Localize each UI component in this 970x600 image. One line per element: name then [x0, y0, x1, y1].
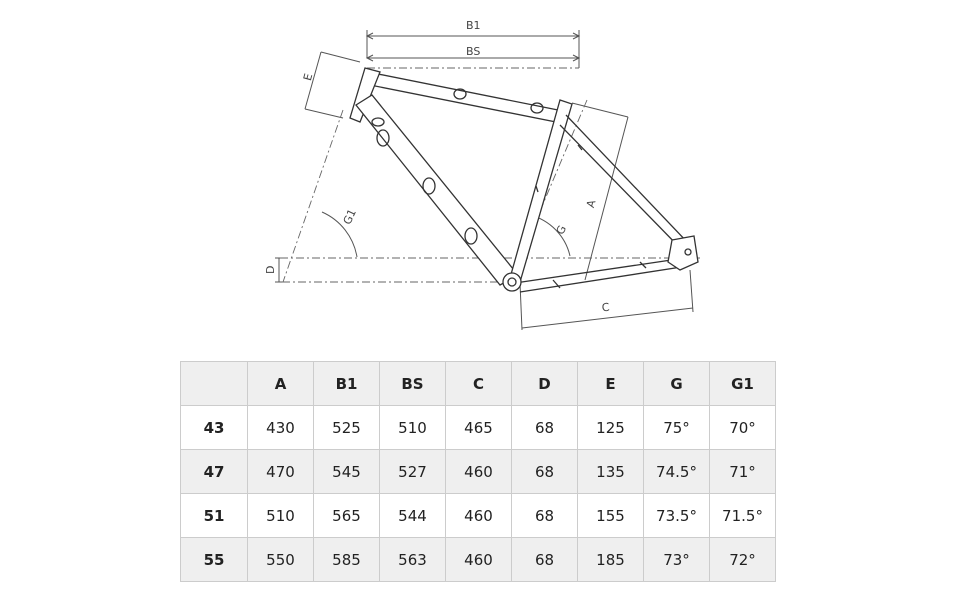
table-cell: 585 [314, 538, 380, 582]
table-cell: 185 [578, 538, 644, 582]
table-header-cell: A [248, 362, 314, 406]
table-cell: 525 [314, 406, 380, 450]
table-cell: 527 [380, 450, 446, 494]
table-cell: 460 [446, 538, 512, 582]
table-cell: 550 [248, 538, 314, 582]
dimension-e [305, 52, 360, 118]
table-cell: 565 [314, 494, 380, 538]
table-cell: 72° [710, 538, 776, 582]
table-cell: 74.5° [644, 450, 710, 494]
table-row [181, 450, 776, 494]
table-cell: 68 [512, 450, 578, 494]
table-cell: 510 [380, 406, 446, 450]
table-header-row [181, 362, 776, 406]
table-cell: 125 [578, 406, 644, 450]
table-header-cell: G [644, 362, 710, 406]
table-header-cell: E [578, 362, 644, 406]
table-header-cell [181, 362, 248, 406]
size-cell: 51 [181, 494, 248, 538]
table-cell: 68 [512, 406, 578, 450]
table-cell: 460 [446, 494, 512, 538]
size-cell: 55 [181, 538, 248, 582]
table-cell: 68 [512, 494, 578, 538]
table-cell: 510 [248, 494, 314, 538]
label-g: G [553, 223, 570, 237]
label-c: C [601, 300, 611, 315]
label-bs: BS [466, 45, 481, 58]
bicycle-frame [350, 68, 698, 292]
geometry-table [180, 361, 776, 582]
label-d: D [264, 265, 277, 274]
table-cell: 71° [710, 450, 776, 494]
table-header-cell: C [446, 362, 512, 406]
table-header-cell: D [512, 362, 578, 406]
table-cell: 465 [446, 406, 512, 450]
table-row [181, 538, 776, 582]
table-cell: 155 [578, 494, 644, 538]
table-header-cell: G1 [710, 362, 776, 406]
table-cell: 73° [644, 538, 710, 582]
table-cell: 68 [512, 538, 578, 582]
table-cell: 135 [578, 450, 644, 494]
label-a: A [583, 198, 599, 210]
table-cell: 70° [710, 406, 776, 450]
table-cell: 470 [248, 450, 314, 494]
table-header-cell: BS [380, 362, 446, 406]
label-b1: B1 [466, 19, 481, 32]
label-e: E [300, 72, 316, 83]
table-cell: 460 [446, 450, 512, 494]
size-cell: 47 [181, 450, 248, 494]
table-row [181, 406, 776, 450]
table-cell: 75° [644, 406, 710, 450]
table-cell: 544 [380, 494, 446, 538]
table-header-cell: B1 [314, 362, 380, 406]
table-cell: 430 [248, 406, 314, 450]
table-cell: 563 [380, 538, 446, 582]
size-cell: 43 [181, 406, 248, 450]
table-cell: 73.5° [644, 494, 710, 538]
table-cell: 71.5° [710, 494, 776, 538]
table-cell: 545 [314, 450, 380, 494]
table-row [181, 494, 776, 538]
label-g1: G1 [340, 207, 359, 227]
